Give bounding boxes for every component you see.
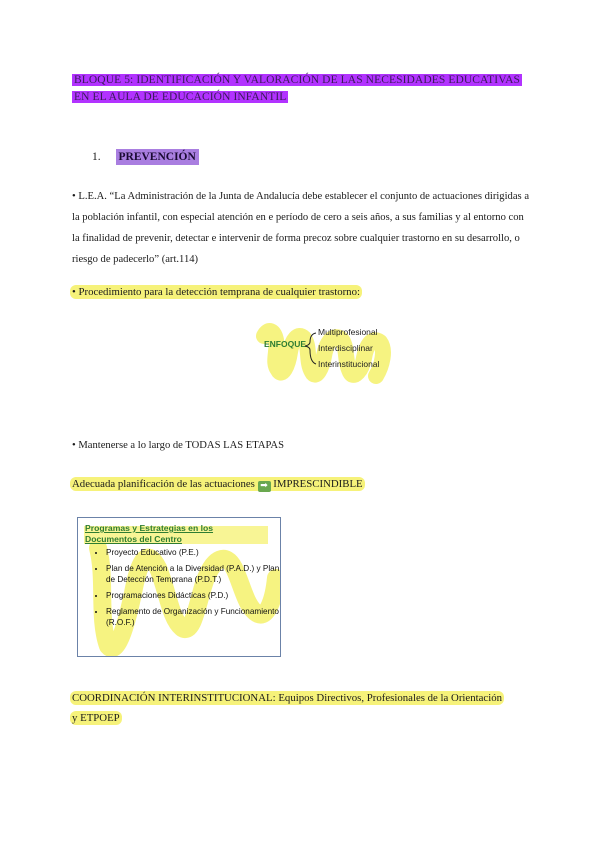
list-item: • Plan de Atención a la Diversidad (P.A.D.) y Plan de Detección Temprana (P.D.T.) [106, 563, 282, 585]
enfoque-diagram [252, 322, 392, 388]
planning-highlight [70, 477, 365, 491]
coordination-paragraph [70, 688, 510, 728]
list-item: • Reglamento de Organización y Funcionamiento (R.O.F.) [106, 606, 282, 628]
diagram-root: ENFOQUE [264, 339, 307, 349]
maintain-line: • Mantenerse a lo largo de TODAS LAS ETAPAS [72, 440, 284, 451]
lea-paragraph: • L.E.A. “La Administración de la Junta de Andalucía debe establecer el conjunto de actuaciones dirigidas a la población infantil, con especial atención en e período de cero a seis años, a sus familias y al entorno con la finalidad de prevenir, detectar e intervenir de forma precoz sobre cualquier trastorno en su desarrollo, o riesgo de padecerlo” (art.114) [72, 191, 530, 265]
document-title [72, 72, 527, 106]
section-number: 1. [92, 151, 101, 163]
box-title [85, 523, 213, 545]
procedure-line [70, 286, 362, 298]
planning-text: Adecuada planificación de las actuaciones [72, 478, 255, 490]
diagram-branch-3: Interinstitucional [318, 359, 380, 369]
section-label: PREVENCIÓN [116, 149, 199, 165]
programs-box [77, 517, 281, 657]
diagram-branch-1: Multiprofesional [318, 327, 378, 337]
title-text: BLOQUE 5: IDENTIFICACIÓN Y VALORACIÓN DE LAS NECESIDADES EDUCATIVAS EN EL AULA DE EDUCACIÓN INFANTIL [74, 74, 521, 103]
coordination-text: COORDINACIÓN INTERINSTITUCIONAL: Equipos Directivos, Profesionales de la Orientación y ETPOEP [72, 692, 502, 724]
enfoque-diagram-svg [252, 322, 392, 388]
section-heading [92, 151, 199, 163]
planning-line [70, 478, 365, 492]
list-item: • Proyecto Educativo (P.E.) [106, 547, 282, 558]
arrow-right-icon: ➡ [258, 481, 271, 492]
scribble-highlight [264, 331, 383, 376]
diagram-branch-2: Interdisciplinar [318, 343, 373, 353]
box-title-line1: Programas y Estrategias en los [85, 523, 214, 533]
box-title-line2: Documentos del Centro [85, 534, 182, 544]
list-item: • Programaciones Didácticas (P.D.) [106, 590, 282, 601]
box-list [86, 547, 282, 633]
procedure-text: • Procedimiento para la detección temprana de cualquier trastorno: [72, 286, 360, 298]
planning-emphasis: IMPRESCINDIBLE [273, 478, 363, 490]
